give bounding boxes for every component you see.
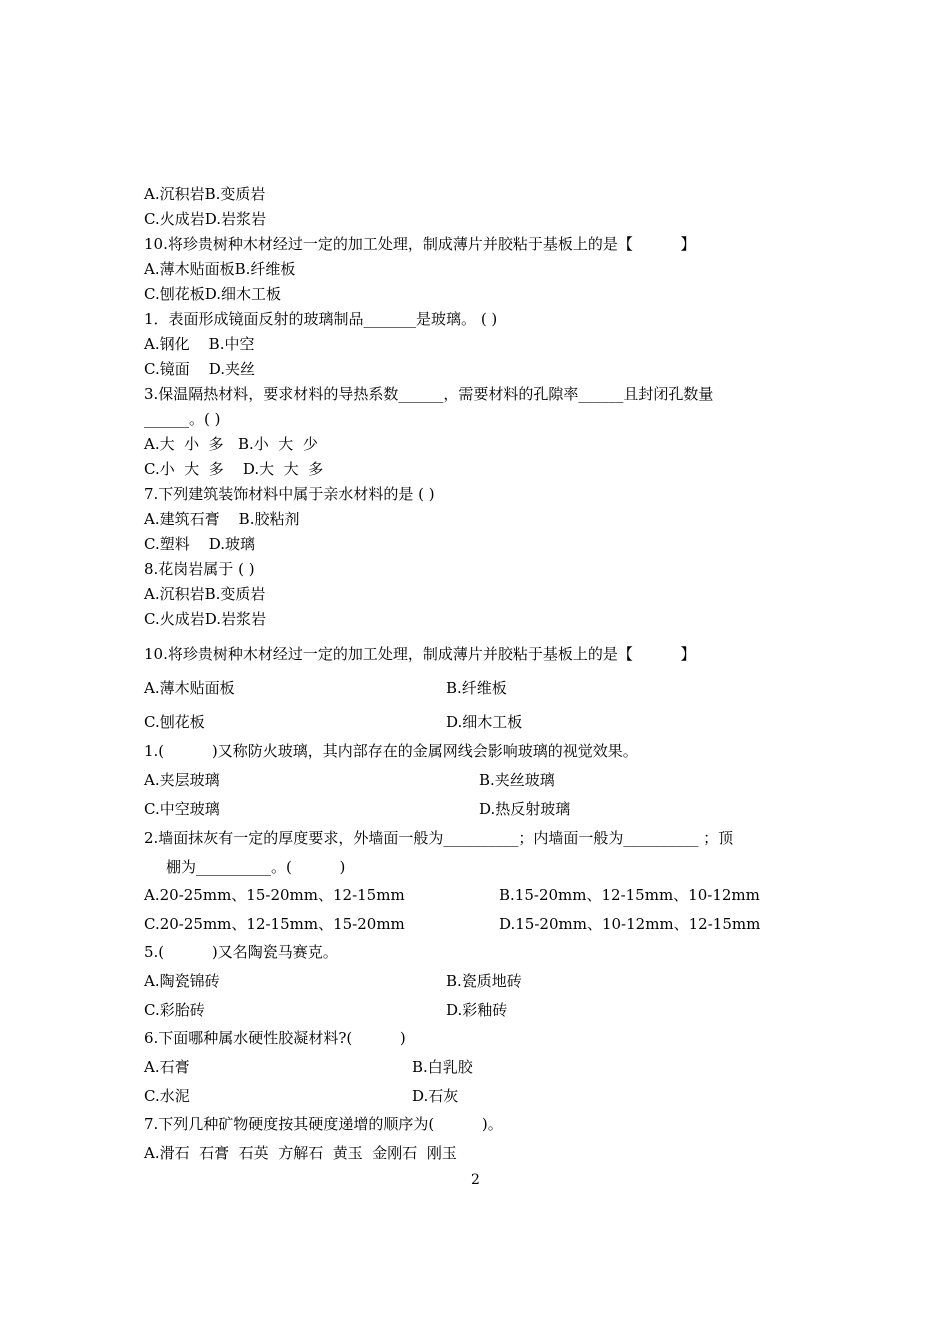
option-d: D.彩釉砖 <box>446 1001 508 1019</box>
option-a: A.20-25mm、15-20mm、12-15mm <box>144 886 405 904</box>
option-d: D.热反射玻璃 <box>479 800 571 818</box>
option-a: A.石膏 <box>144 1058 190 1076</box>
option-a: A.陶瓷锦砖 <box>144 972 220 990</box>
question-line: 8.花岗岩属于 ( ) <box>144 560 255 578</box>
option-b: B.白乳胶 <box>412 1058 473 1076</box>
option-c: C.20-25mm、12-15mm、15-20mm <box>144 915 405 933</box>
option-d: D.15-20mm、10-12mm、12-15mm <box>499 915 761 933</box>
page-number: 2 <box>471 1172 480 1188</box>
option-line: C.小 大 多 D.大 大 多 <box>144 460 324 478</box>
question-line: 2.墙面抹灰有一定的厚度要求，外墙面一般为__________；内墙面一般为__________ ；顶 <box>144 829 734 847</box>
option-c: C.彩胎砖 <box>144 1001 205 1019</box>
option-a: A.夹层玻璃 <box>144 771 220 789</box>
option-c: C.水泥 <box>144 1087 190 1105</box>
question-line: 7.下列几种矿物硬度按其硬度递增的顺序为( )。 <box>144 1115 503 1133</box>
option-line: C.镜面 D.夹丝 <box>144 360 256 378</box>
option-a: A.薄木贴面板 <box>144 679 235 697</box>
option-line: C.塑料 D.玻璃 <box>144 535 256 553</box>
question-line: 3.保温隔热材料，要求材料的导热系数______，需要材料的孔隙率______且封闭孔数量 <box>144 385 714 403</box>
option-line: A.建筑石膏 B.胶粘剂 <box>144 510 300 528</box>
question-line: 10.将珍贵树种木材经过一定的加工处理，制成薄片并胶粘于基板上的是【 】 <box>144 235 696 253</box>
option-line: C.火成岩D.岩浆岩 <box>144 610 266 628</box>
option-c: C.中空玻璃 <box>144 800 220 818</box>
option-line: A.钢化 B.中空 <box>144 335 255 353</box>
option-b: B.夹丝玻璃 <box>479 771 555 789</box>
question-line: 6.下面哪种属水硬性胶凝材料?( ) <box>144 1029 406 1047</box>
option-line: C.刨花板D.细木工板 <box>144 285 281 303</box>
option-line: A.沉积岩B.变质岩 <box>144 185 266 203</box>
option-line: A.滑石 石膏 石英 方解石 黄玉 金刚石 刚玉 <box>144 1144 457 1162</box>
option-line: A.薄木贴面板B.纤维板 <box>144 260 296 278</box>
option-b: B.纤维板 <box>446 679 507 697</box>
question-line: 1.( )又称防火玻璃，其内部存在的金属网线会影响玻璃的视觉效果。 <box>144 742 638 760</box>
question-line: 5.( )又名陶瓷马赛克。 <box>144 943 338 961</box>
question-line: 1．表面形成镜面反射的玻璃制品_______是玻璃。 ( ) <box>144 310 498 328</box>
question-line: 7.下列建筑装饰材料中属于亲水材料的是 ( ) <box>144 485 435 503</box>
option-line: A.大 小 多 B.小 大 少 <box>144 435 318 453</box>
option-c: C.刨花板 <box>144 713 205 731</box>
option-line: C.火成岩D.岩浆岩 <box>144 210 266 228</box>
option-b: B.瓷质地砖 <box>446 972 522 990</box>
question-line: 10.将珍贵树种木材经过一定的加工处理，制成薄片并胶粘于基板上的是【 】 <box>144 645 696 663</box>
option-line: A.沉积岩B.变质岩 <box>144 585 266 603</box>
question-line: 棚为__________。( ) <box>166 858 346 876</box>
option-d: D.细木工板 <box>446 713 523 731</box>
question-line: ______。( ) <box>144 410 221 428</box>
option-d: D.石灰 <box>412 1087 459 1105</box>
option-b: B.15-20mm、12-15mm、10-12mm <box>499 886 760 904</box>
